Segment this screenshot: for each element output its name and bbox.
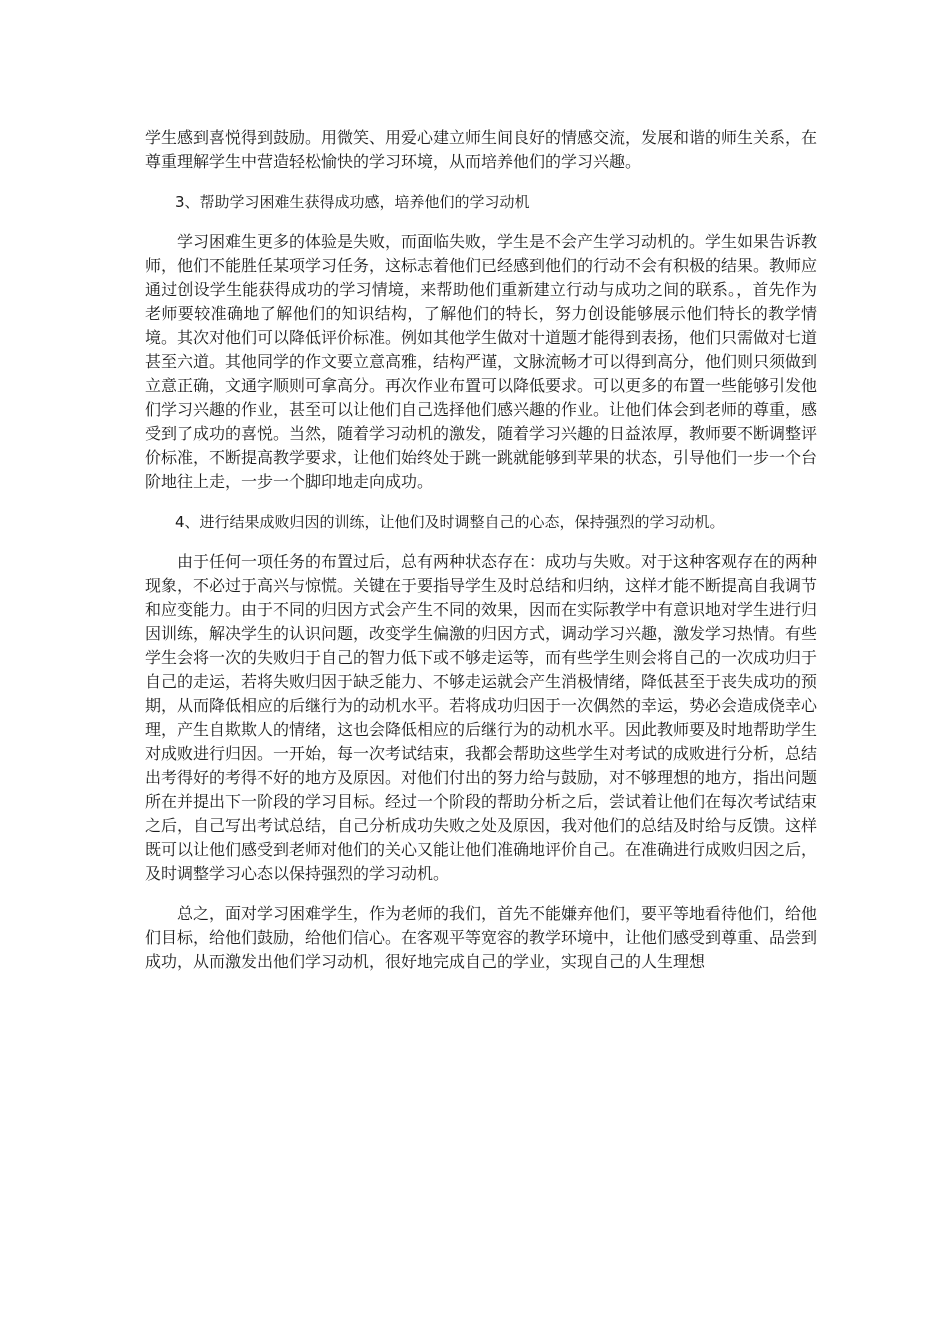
section-heading-4: 4、进行结果成败归因的训练，让他们及时调整自己的心态，保持强烈的学习动机。 <box>175 513 725 531</box>
paragraph-intro: 学生感到喜悦得到鼓励。用微笑、用爱心建立师生间良好的情感交流，发展和谐的师生关系，在尊重理解学生中营造轻松愉快的学习环境，从而培养他们的学习兴趣。 <box>145 128 818 171</box>
section-heading-3: 3、帮助学习困难生获得成功感，培养他们的学习动机 <box>175 193 530 211</box>
paragraph-section-3: 学习困难生更多的体验是失败，而面临失败，学生是不会产生学习动机的。学生如果告诉教师，他们不能胜任某项学习任务，这标志着他们已经感到他们的行动不会有积极的结果。教师应通过创设学生能获得成功的学习情境，来帮助他们重新建立行动与成功之间的联系。，首先作为老师要较准确地了解他们的知识结构，了解他们的特长，努力创设能够展示他们特长的教学情境。其次对他们可以降低评价标准。例如其他学生做对十道题才能得到表扬，他们只需做对七道甚至六道。其他同学的作文要立意高雅，结构严谨，文脉流畅才可以得到高分，他们则只须做到立意正确，文通字顺则可拿高分。再次作业布置可以降低要求。可以更多的布置一些能够引发他们学习兴趣的作业，甚至可以让他们自己选择他们感兴趣的作业。让他们体会到老师的尊重，感受到了成功的喜悦。当然，随着学习动机的激发，随着学习兴趣的日益浓厚，教师要不断调整评价标准，不断提高教学要求，让他们始终处于跳一跳就能够到苹果的状态，引导他们一步一个台阶地往上走，一步一个脚印地走向成功。 <box>145 232 818 491</box>
paragraph-section-4: 由于任何一项任务的布置过后，总有两种状态存在：成功与失败。对于这种客观存在的两种现象，不必过于高兴与惊慌。关键在于要指导学生及时总结和归纳，这样才能不断提高自我调节和应变能力。由于不同的归因方式会产生不同的效果，因而在实际教学中有意识地对学生进行归因训练，解决学生的认识问题，改变学生偏激的归因方式，调动学习兴趣，激发学习热情。有些学生会将一次的失败归于自己的智力低下或不够走运等，而有些学生则会将自己的一次成功归于自己的走运，若将失败归因于缺乏能力、不够走运就会产生消极情绪，降低甚至于丧失成功的预期，从而降低相应的后继行为的动机水平。若将成功归因于一次偶然的幸运，势必会造成侥幸心理，产生自欺欺人的情绪，这也会降低相应的后继行为的动机水平。因此教师要及时地帮助学生对成败进行归因。一开始，每一次考试结束，我都会帮助这些学生对考试的成败进行分析，总结出考得好的考得不好的地方及原因。对他们付出的努力给与鼓励，对不够理想的地方，指出问题所在并提出下一阶段的学习目标。经过一个阶段的帮助分析之后，尝试着让他们在每次考试结束之后，自己写出考试总结，自己分析成功失败之处及原因，我对他们的总结及时给与反馈。这样既可以让他们感受到老师对他们的关心又能让他们准确地评价自己。在准确进行成败归因之后，及时调整学习心态以保持强烈的学习动机。 <box>145 552 818 883</box>
document-page <box>145 126 817 990</box>
paragraph-conclusion: 总之，面对学习困难学生，作为老师的我们，首先不能嫌弃他们，要平等地看待他们，给他们目标，给他们鼓励，给他们信心。在客观平等宽容的教学环境中，让他们感受到尊重、品尝到成功，从而激发出他们学习动机，很好地完成自己的学业，实现自己的人生理想 <box>145 904 818 971</box>
